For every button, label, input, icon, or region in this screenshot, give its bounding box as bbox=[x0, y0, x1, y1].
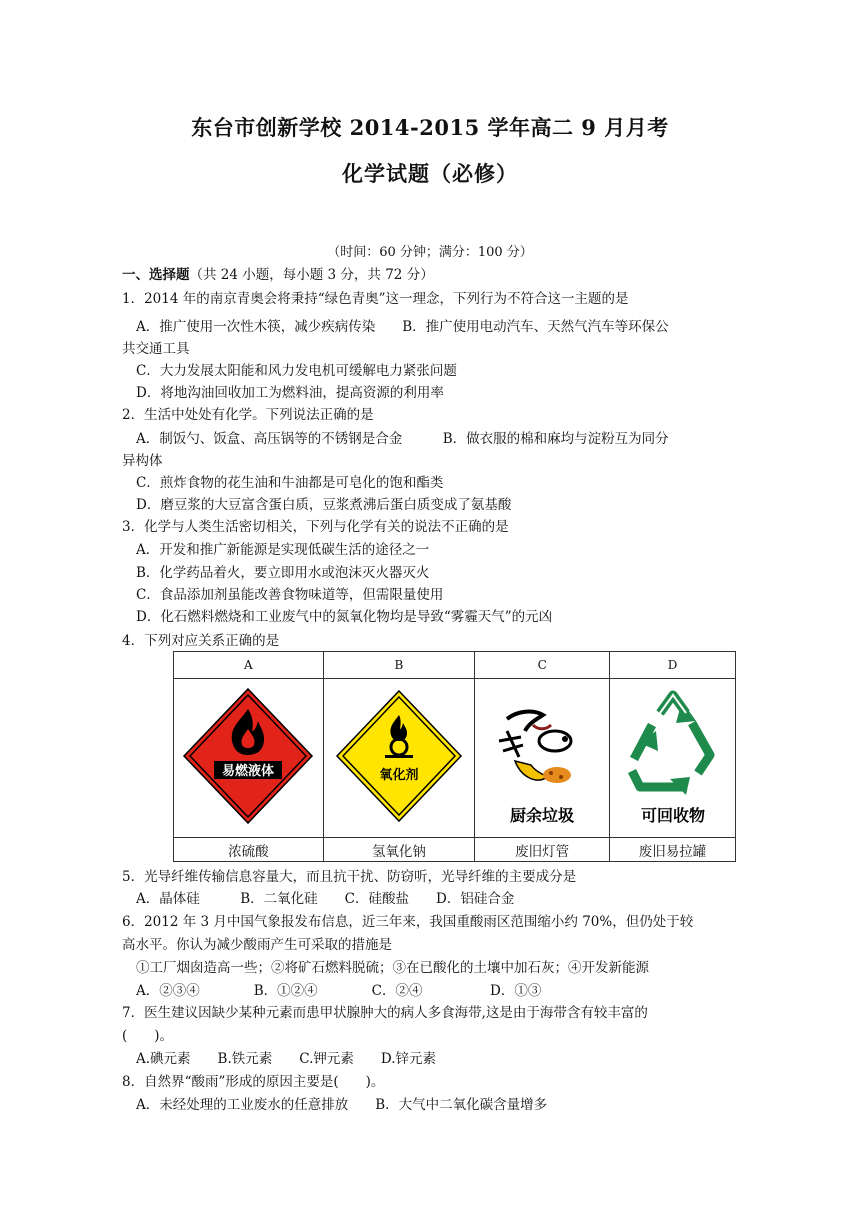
q4-header-a: A bbox=[174, 652, 324, 679]
q4-name-b: 氢氧化钠 bbox=[323, 838, 475, 862]
q4-name-d: 废旧易拉罐 bbox=[610, 838, 736, 862]
q3-option-a: A．开发和推广新能源是实现低碳生活的途径之一 bbox=[136, 542, 430, 558]
q3-option-b: B．化学药品着火，要立即用水或泡沫灭火器灭火 bbox=[136, 565, 430, 581]
q4-cell-d bbox=[610, 679, 736, 838]
q6-stem: 6．2012 年 3 月中国气象报发布信息，近三年来，我国重酸雨区范围缩小约 70%，但仍处于较 bbox=[122, 914, 694, 930]
q1-option-c: C．大力发展太阳能和风力发电机可缓解电力紧张问题 bbox=[136, 363, 457, 379]
q1-option-d: D．将地沟油回收加工为燃料油，提高资源的利用率 bbox=[136, 385, 444, 401]
q4-cell-b bbox=[323, 679, 475, 838]
oxidizer-sign bbox=[329, 681, 469, 831]
sign-label-kitchen-waste: 厨余垃圾 bbox=[510, 806, 575, 825]
q5-options: A．晶体硅 B．二氧化硅 C．硅酸盐 D．铝硅合金 bbox=[136, 891, 515, 907]
recyclable-sign bbox=[612, 681, 734, 831]
q7-stem-cont: ( )。 bbox=[122, 1028, 174, 1044]
section-heading-label: 一、选择题 bbox=[122, 267, 190, 283]
q4-cell-c bbox=[475, 679, 610, 838]
q1-stem: 1．2014 年的南京青奥会将秉持“绿色青奥”这一理念，下列行为不符合这一主题的是 bbox=[122, 291, 629, 307]
page-subtitle: 化学试题（必修） bbox=[342, 161, 518, 186]
q7-options: A.碘元素 B.铁元素 C.钾元素 D.锌元素 bbox=[136, 1051, 437, 1067]
sign-label-oxidizer: 氧化剂 bbox=[379, 768, 419, 783]
sign-label-flammable: 易燃液体 bbox=[222, 764, 275, 779]
exam-info: （时间：60 分钟；满分：100 分） bbox=[327, 245, 533, 260]
q7-stem: 7．医生建议因缺少某种元素而患甲状腺肿大的病人多食海带,这是由于海带含有较丰富的 bbox=[122, 1005, 648, 1021]
q2-option-d: D．磨豆浆的大豆富含蛋白质，豆浆煮沸后蛋白质变成了氨基酸 bbox=[136, 497, 512, 513]
kitchen-waste-sign bbox=[477, 681, 607, 831]
q6-options: A．②③④ B．①②④ C．②④ D．①③ bbox=[136, 983, 542, 999]
q3-option-c: C．食品添加剂虽能改善食物味道等，但需限量使用 bbox=[136, 587, 444, 603]
flammable-liquid-sign bbox=[178, 681, 318, 831]
q4-cell-a bbox=[174, 679, 324, 838]
q4-table bbox=[173, 651, 736, 862]
q2-option-c: C．煎炸食物的花生油和牛油都是可皂化的饱和酯类 bbox=[136, 475, 444, 491]
q8-options-ab: A．未经处理的工业废水的任意排放 B．大气中二氧化碳含量增多 bbox=[136, 1097, 548, 1113]
food-waste-icon bbox=[499, 712, 571, 783]
q4-header-c: C bbox=[475, 652, 610, 679]
q4-name-a: 浓硫酸 bbox=[174, 838, 324, 862]
q4-header-d: D bbox=[610, 652, 736, 679]
q4-stem: 4．下列对应关系正确的是 bbox=[122, 633, 280, 649]
q4-header-b: B bbox=[323, 652, 475, 679]
q6-measures: ①工厂烟囱造高一些；②将矿石燃料脱硫；③在已酸化的土壤中加石灰；④开发新能源 bbox=[136, 960, 649, 976]
page-title: 东台市创新学校 2014-2015 学年高二 9 月月考 bbox=[191, 115, 669, 140]
section-heading-note: （共 24 小题，每小题 3 分，共 72 分） bbox=[189, 267, 434, 283]
q6-stem-cont: 高水平。你认为减少酸雨产生可采取的措施是 bbox=[122, 937, 392, 953]
q1-options-ab: A．推广使用一次性木筷，减少疾病传染 B．推广使用电动汽车、天然气汽车等环保公 bbox=[136, 319, 669, 335]
q2-options-ab: A．制饭勺、饭盒、高压锅等的不锈钢是合金 B．做衣服的棉和麻均与淀粉互为同分 bbox=[136, 431, 669, 447]
q2-stem: 2．生活中处处有化学。下列说法正确的是 bbox=[122, 407, 374, 423]
section-heading bbox=[122, 266, 434, 284]
q5-stem: 5．光导纤维传输信息容量大，而且抗干扰、防窃听，光导纤维的主要成分是 bbox=[122, 869, 577, 885]
q2-options-ab-cont: 异构体 bbox=[122, 453, 163, 469]
q1-options-ab-cont: 共交通工具 bbox=[122, 341, 190, 357]
sign-label-recyclable: 可回收物 bbox=[640, 806, 705, 825]
q3-stem: 3．化学与人类生活密切相关，下列与化学有关的说法不正确的是 bbox=[122, 519, 509, 535]
q4-name-c: 废旧灯管 bbox=[475, 838, 610, 862]
q8-stem: 8．自然界“酸雨”形成的原因主要是( )。 bbox=[122, 1074, 385, 1090]
q3-option-d: D．化石燃料燃烧和工业废气中的氮氧化物均是导致“雾霾天气”的元凶 bbox=[136, 609, 553, 625]
